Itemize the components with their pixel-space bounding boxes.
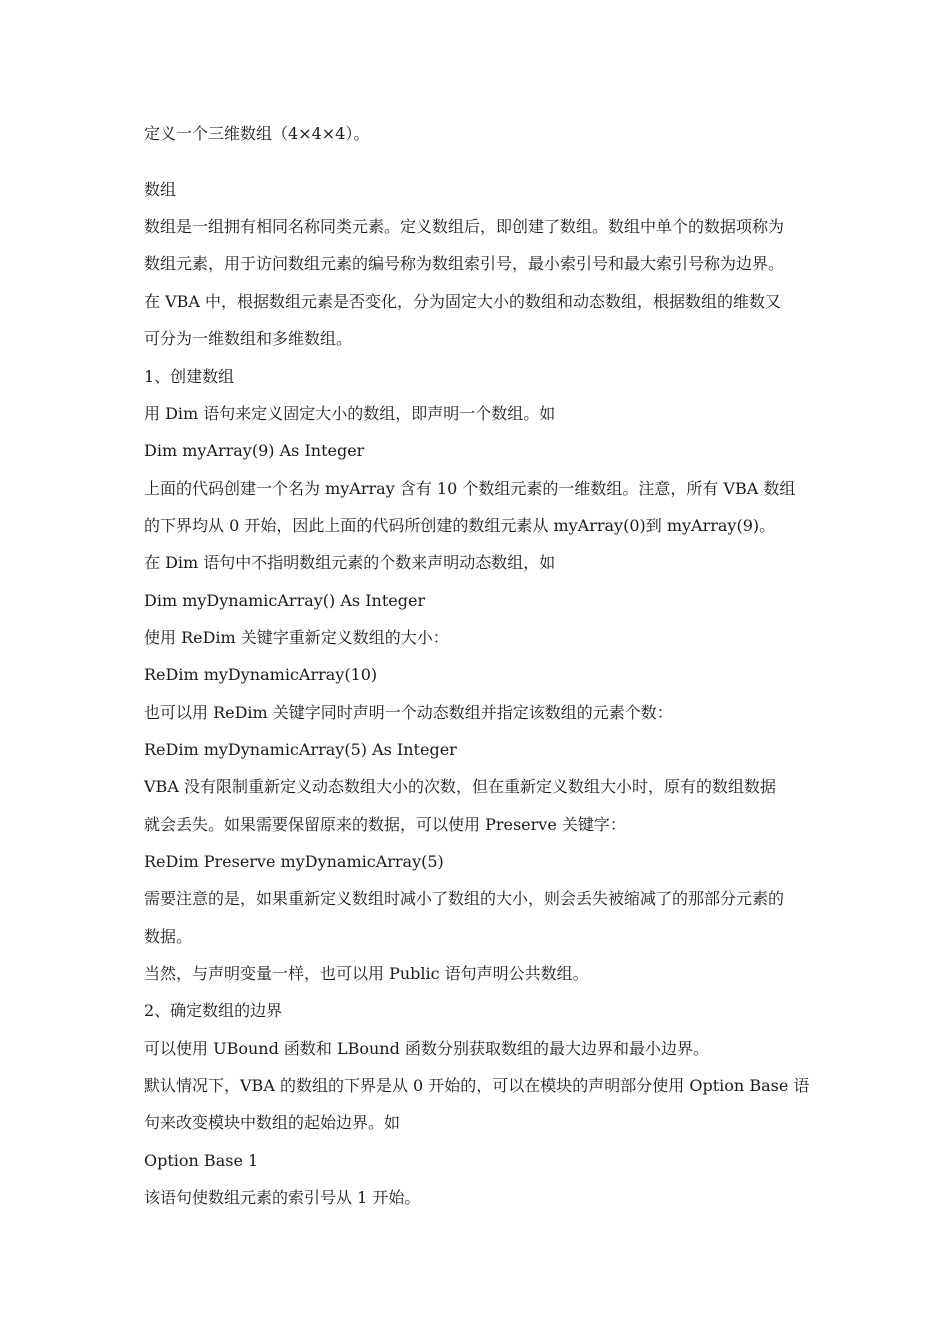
code-line: Dim myDynamicArray() As Integer: [144, 591, 426, 610]
paragraph-line: 用 Dim 语句来定义固定大小的数组，即声明一个数组。如: [144, 404, 556, 423]
paragraph-line: 数组元素，用于访问数组元素的编号称为数组索引号，最小索引号和最大索引号称为边界。: [144, 254, 785, 273]
paragraph-line: 使用 ReDim 关键字重新定义数组的大小：: [144, 628, 449, 647]
code-line: ReDim Preserve myDynamicArray(5): [144, 852, 444, 871]
paragraph-line: 数据。: [144, 927, 193, 946]
paragraph-line: 需要注意的是，如果重新定义数组时减小了数组的大小，则会丢失被缩减了的那部分元素的: [144, 889, 785, 908]
paragraph-line: 也可以用 ReDim 关键字同时声明一个动态数组并指定该数组的元素个数：: [144, 703, 673, 722]
intro-line: 定义一个三维数组（4×4×4）。: [144, 124, 370, 143]
code-line: Option Base 1: [144, 1151, 259, 1170]
paragraph-line: 就会丢失。如果需要保留原来的数据，可以使用 Preserve 关键字：: [144, 815, 626, 834]
paragraph-line: 数组是一组拥有相同名称同类元素。定义数组后，即创建了数组。数组中单个的数据项称为: [144, 217, 785, 236]
paragraph-line: 的下界均从 0 开始，因此上面的代码所创建的数组元素从 myArray(0)到 myArray(9)。: [144, 516, 776, 535]
paragraph-line: 可以使用 UBound 函数和 LBound 函数分别获取数组的最大边界和最小边界。: [144, 1039, 709, 1058]
section-heading: 数组: [144, 180, 177, 199]
paragraph-line: 句来改变模块中数组的起始边界。如: [144, 1113, 401, 1132]
paragraph-line: 当然，与声明变量一样，也可以用 Public 语句声明公共数组。: [144, 964, 589, 983]
paragraph-line: 该语句使数组元素的索引号从 1 开始。: [144, 1188, 421, 1207]
paragraph-line: 可分为一维数组和多维数组。: [144, 329, 353, 348]
code-line: ReDim myDynamicArray(5) As Integer: [144, 740, 457, 759]
subheading: 1、创建数组: [144, 367, 235, 386]
subheading: 2、确定数组的边界: [144, 1001, 283, 1020]
code-line: ReDim myDynamicArray(10): [144, 665, 378, 684]
paragraph-line: 上面的代码创建一个名为 myArray 含有 10 个数组元素的一维数组。注意，所有 VBA 数组: [144, 479, 796, 498]
paragraph-line: 在 VBA 中，根据数组元素是否变化，分为固定大小的数组和动态数组，根据数组的维数又: [144, 292, 782, 311]
paragraph-line: 默认情况下，VBA 的数组的下界是从 0 开始的，可以在模块的声明部分使用 Option Base 语: [144, 1076, 810, 1095]
paragraph-line: 在 Dim 语句中不指明数组元素的个数来声明动态数组，如: [144, 553, 556, 572]
paragraph-line: VBA 没有限制重新定义动态数组大小的次数，但在重新定义数组大小时，原有的数组数据: [144, 777, 776, 796]
code-line: Dim myArray(9) As Integer: [144, 441, 365, 460]
